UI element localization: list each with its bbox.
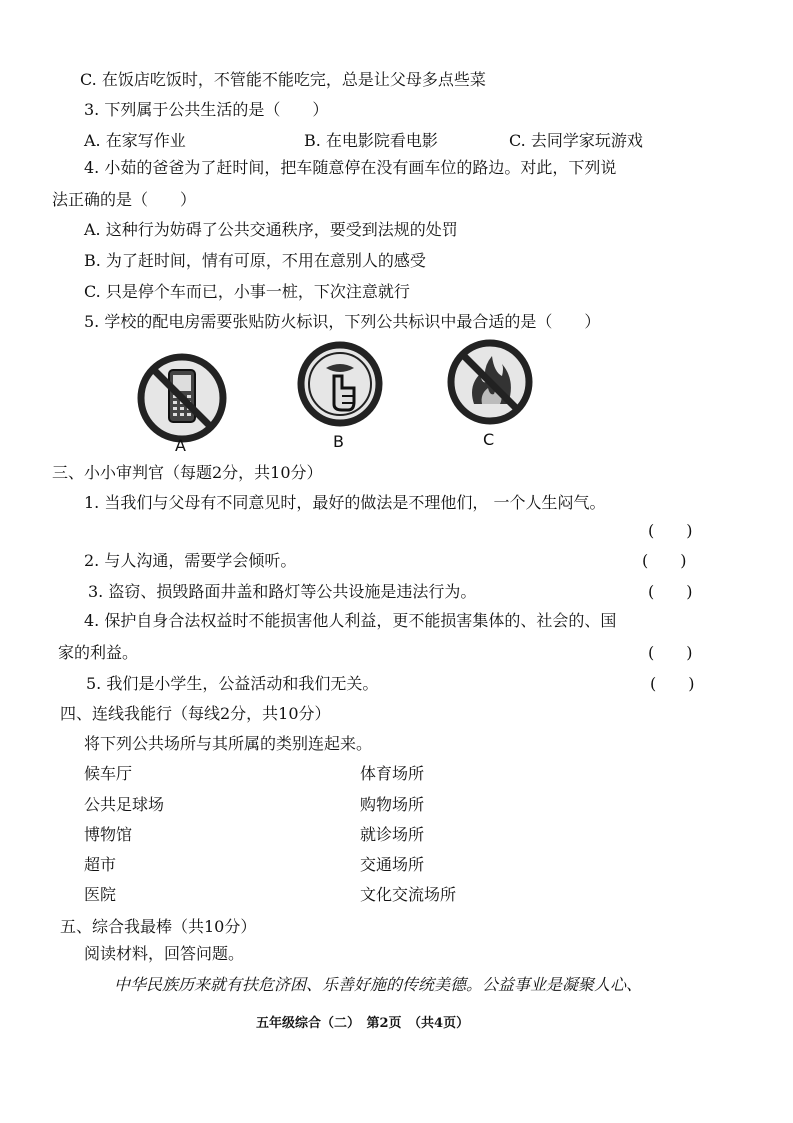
judge-item-4: 4. 保护自身合法权益时不能损害他人利益，更不能损害集体的、社会的、国 <box>84 611 617 630</box>
sign-c <box>446 338 534 426</box>
judge-paren-2[interactable]: ( ) <box>642 551 687 570</box>
judge-item-3: 3. 盗窃、损毁路面井盖和路灯等公共设施是违法行为。 <box>88 582 477 601</box>
q3-stem: 3. 下列属于公共生活的是（ ） <box>84 100 329 119</box>
q4-option-b: B. 为了赶时间，情有可原，不用在意别人的感受 <box>84 251 426 270</box>
sign-c-letter: C <box>483 430 495 449</box>
sign-b <box>296 340 384 428</box>
match-left-2[interactable]: 公共足球场 <box>84 795 165 814</box>
q4-stem-line1: 4. 小茹的爸爸为了赶时间，把车随意停在没有画车位的路边。对此，下列说 <box>84 158 617 177</box>
section5-title: 五、综合我最棒（共10分） <box>60 917 257 936</box>
q4-stem-line2: 法正确的是（ ） <box>52 190 197 209</box>
q3-option-b: B. 在电影院看电影 <box>304 131 438 150</box>
judge-paren-1[interactable]: ( ) <box>648 521 693 540</box>
no-fire-icon <box>446 338 534 426</box>
judge-item-1: 1. 当我们与父母有不同意见时，最好的做法是不理他们， 一个人生闷气。 <box>84 493 606 512</box>
match-left-1[interactable]: 候车厅 <box>84 764 133 783</box>
judge-paren-5[interactable]: ( ) <box>650 674 695 693</box>
match-right-3[interactable]: 就诊场所 <box>360 825 425 844</box>
judge-paren-3[interactable]: ( ) <box>648 582 693 601</box>
match-left-3[interactable]: 博物馆 <box>84 825 133 844</box>
match-left-5[interactable]: 医院 <box>84 885 117 904</box>
q3-option-c: C. 去同学家玩游戏 <box>509 131 643 150</box>
match-right-5[interactable]: 文化交流场所 <box>360 885 457 904</box>
judge-item-2: 2. 与人沟通，需要学会倾听。 <box>84 551 297 570</box>
no-noise-icon <box>296 340 384 428</box>
match-left-4[interactable]: 超市 <box>84 855 117 874</box>
sign-b-letter: B <box>333 432 344 451</box>
q5-stem: 5. 学校的配电房需要张贴防火标识，下列公共标识中最合适的是（ ） <box>84 312 601 331</box>
q4-option-a: A. 这种行为妨碍了公共交通秩序，要受到法规的处罚 <box>84 220 458 239</box>
section3-title: 三、小小审判官（每题2分，共10分） <box>52 463 323 482</box>
judge-item-5: 5. 我们是小学生，公益活动和我们无关。 <box>86 674 379 693</box>
sign-a-letter: A <box>175 436 186 455</box>
section4-instruction: 将下列公共场所与其所属的类别连起来。 <box>84 734 373 753</box>
match-right-2[interactable]: 购物场所 <box>360 795 425 814</box>
q2-option-c: C. 在饭店吃饭时，不管能不能吃完，总是让父母多点些菜 <box>80 70 486 89</box>
judge-paren-4[interactable]: ( ) <box>648 643 693 662</box>
judge-item-4-cont: 家的利益。 <box>58 643 139 662</box>
sign-a <box>136 352 228 444</box>
q3-option-a: A. 在家写作业 <box>84 131 186 150</box>
section5-instruction: 阅读材料，回答问题。 <box>84 944 245 963</box>
page-footer: 五年级综合（二） 第2页 （共4页） <box>256 1016 470 1031</box>
section4-title: 四、连线我能行（每线2分，共10分） <box>60 704 331 723</box>
section5-material: 中华民族历来就有扶危济困、乐善好施的传统美德。公益事业是凝聚人心、 <box>114 975 643 994</box>
match-right-1[interactable]: 体育场所 <box>360 764 425 783</box>
q4-option-c: C. 只是停个车而已，小事一桩，下次注意就行 <box>84 282 410 301</box>
match-right-4[interactable]: 交通场所 <box>360 855 425 874</box>
no-phone-icon <box>136 352 228 444</box>
